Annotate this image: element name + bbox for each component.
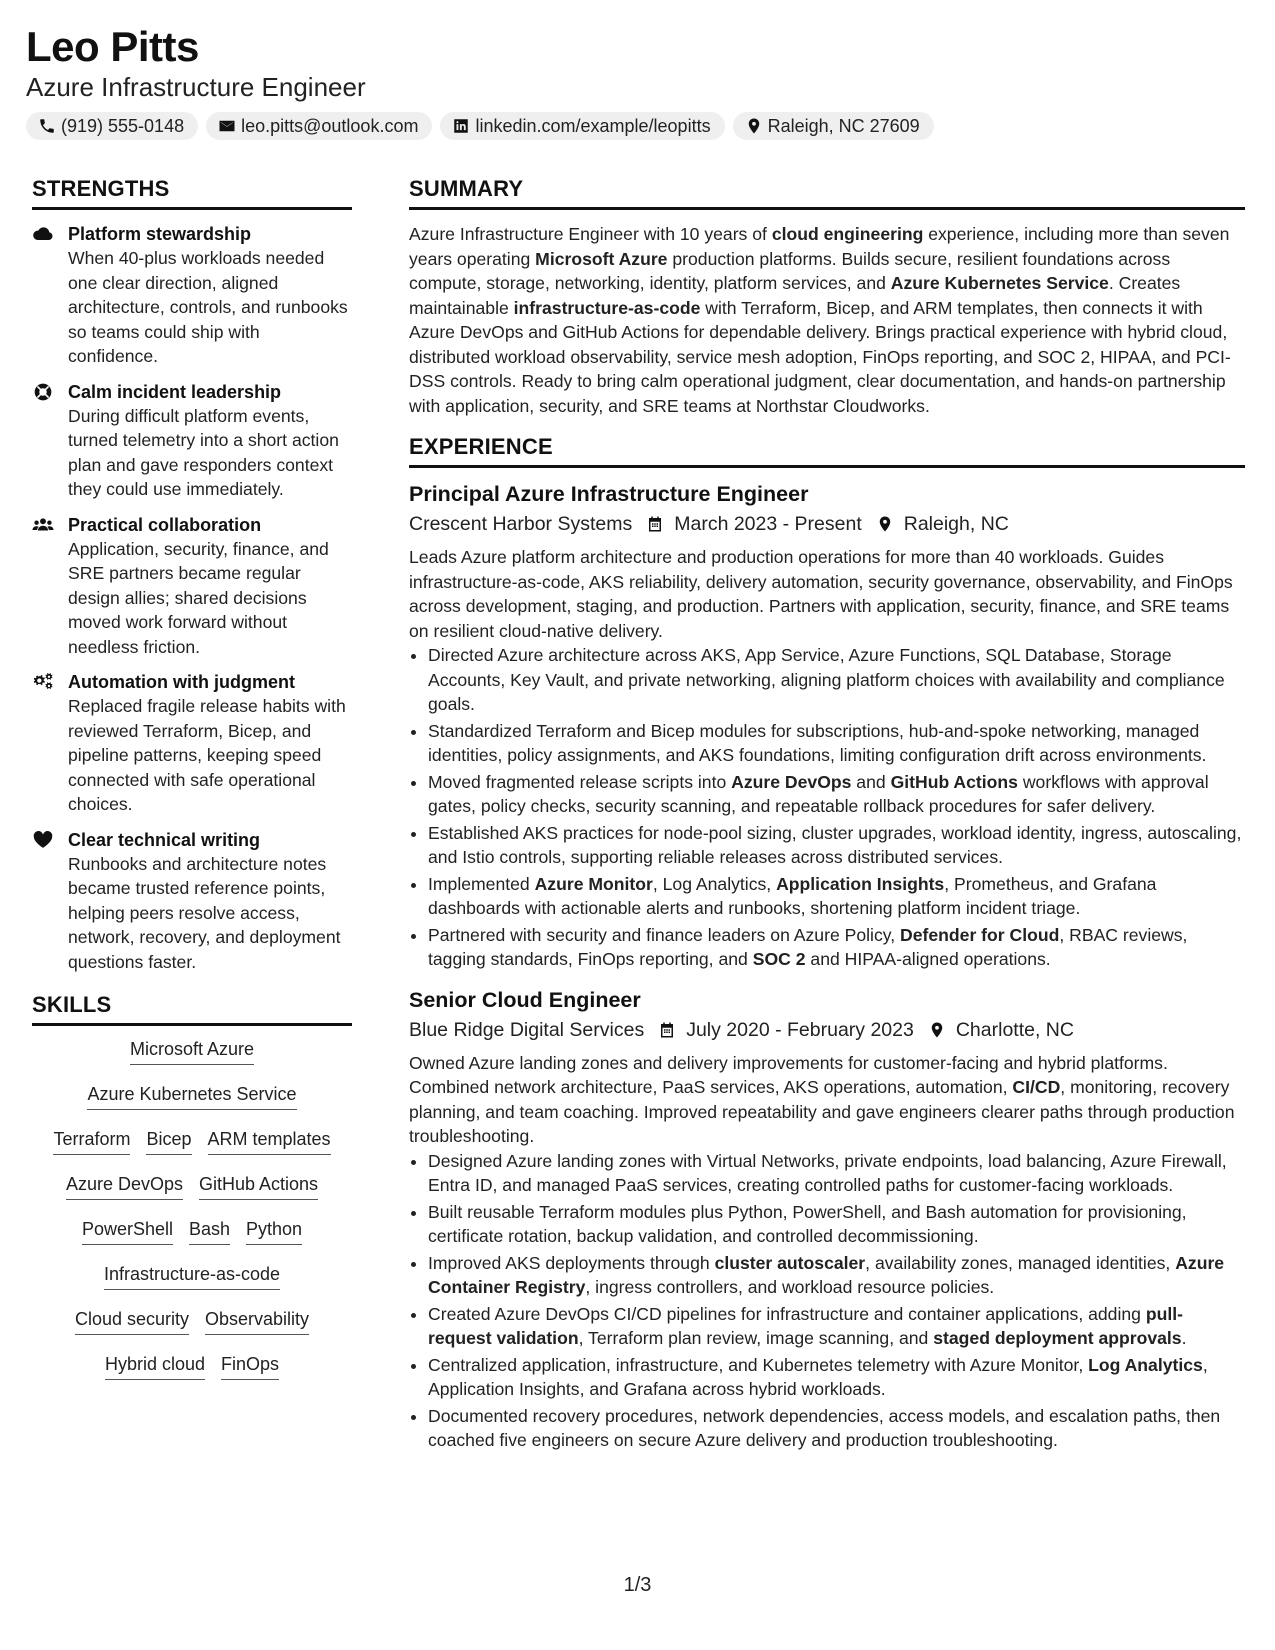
- skill-row: [32, 1038, 352, 1083]
- summary-heading: SUMMARY: [409, 176, 1245, 210]
- job-bullets: [409, 1149, 1245, 1453]
- bold-text: infrastructure-as-code: [513, 297, 701, 318]
- strength-text: When 40-plus workloads needed one clear direction, aligned architecture, controls, and runbooks so teams could ship with confidence.: [68, 248, 348, 366]
- strength-item: [32, 380, 352, 502]
- bullet-item: [428, 1200, 1245, 1249]
- text-run: Built reusable Terraform modules plus Python, PowerShell, and Bash automation for provisioning, certificate rotation, backup validation, and controlled decommissioning.: [428, 1201, 1187, 1246]
- bullet-item: [428, 1353, 1245, 1402]
- skill-row: [32, 1173, 352, 1218]
- text-run: Established AKS practices for node-pool sizing, cluster upgrades, workload identity, ingress, autoscaling, and Istio controls, supporting reliable releases across distributed services.: [428, 822, 1242, 867]
- strength-item: [32, 670, 352, 817]
- skill-row: [32, 1308, 352, 1353]
- job-title: Senior Cloud Engineer: [409, 987, 641, 1012]
- strength-title: Calm incident leadership: [68, 381, 282, 402]
- job-entry: [409, 986, 1245, 1453]
- map-pin-icon: [745, 117, 763, 135]
- text-run: Designed Azure landing zones with Virtual Networks, private endpoints, load balancing, Azure Firewall, Entra ID, and managed PaaS services, creating controlled paths for customer-facing workloads.: [428, 1150, 1227, 1195]
- text-run: experience, including more than seven years operating: [409, 224, 1230, 269]
- job-dates: March 2023 - Present: [674, 513, 862, 535]
- strength-title: Automation with judgment: [68, 672, 295, 692]
- calendar-icon: [658, 1020, 676, 1040]
- map-pin-icon: [876, 514, 894, 534]
- life-ring-icon: [32, 382, 54, 402]
- job-location: Raleigh, NC: [903, 513, 1009, 535]
- skill-tag: ARM templates: [208, 1128, 331, 1155]
- text-run: .: [1181, 1328, 1187, 1348]
- bold-text: Azure Container Registry: [428, 1252, 1225, 1297]
- bold-text: Azure Monitor: [534, 873, 653, 894]
- skills-heading: SKILLS: [32, 992, 352, 1026]
- skill-row: [32, 1263, 352, 1308]
- text-run: Partnered with security and finance leaders on Azure Policy,: [428, 924, 901, 945]
- skills-list: [32, 1038, 352, 1398]
- skill-tag: Python: [246, 1218, 302, 1245]
- text-run: , Terraform plan review, image scanning, and: [578, 1328, 934, 1348]
- text-run: , RBAC reviews, tagging standards, FinOps reporting, and: [428, 924, 1188, 969]
- job-dates: July 2020 - February 2023: [686, 1018, 914, 1041]
- skill-tag: PowerShell: [82, 1218, 173, 1245]
- text-run: . Creates maintainable: [409, 273, 1181, 318]
- skill-tag: Microsoft Azure: [130, 1038, 254, 1065]
- text-run: , availability zones, managed identities,: [865, 1252, 1176, 1273]
- contact-location: [733, 112, 934, 140]
- skill-tag: Bash: [189, 1218, 230, 1245]
- strength-item: [32, 828, 352, 975]
- bullet-item: [428, 1302, 1245, 1351]
- bold-text: SOC 2: [752, 949, 806, 969]
- text-run: , ingress controllers, and workload resource policies.: [585, 1277, 995, 1297]
- contact-phone[interactable]: [26, 112, 198, 140]
- skill-tag: Terraform: [53, 1128, 130, 1155]
- skill-tag: GitHub Actions: [199, 1173, 318, 1200]
- job-location: Charlotte, NC: [955, 1018, 1074, 1041]
- text-run: Improved AKS deployments through: [428, 1252, 715, 1273]
- text-run: Moved fragmented release scripts into: [428, 771, 732, 792]
- bullet-item: [428, 770, 1245, 819]
- contact-phone-text: (919) 555-0148: [61, 115, 185, 136]
- text-run: , Log Analytics,: [652, 873, 777, 894]
- skill-row: [32, 1218, 352, 1263]
- job-description: [409, 1051, 1245, 1149]
- job-meta: [409, 511, 1245, 537]
- contact-bar: [26, 112, 1246, 140]
- skill-tag: Azure DevOps: [66, 1173, 183, 1200]
- bold-text: Microsoft Azure: [535, 248, 668, 269]
- bold-text: pull-request validation: [428, 1303, 1183, 1348]
- text-run: Azure Infrastructure Engineer with 10 years of: [409, 224, 772, 244]
- text-run: workflows with approval gates, policy checks, security scanning, and repeatable rollback procedures for safer delivery.: [428, 771, 1209, 816]
- text-run: Standardized Terraform and Bicep modules for subscriptions, hub-and-spoke networking, managed identities, policy assignments, and AKS foundations, limiting configuration drift across environments.: [428, 720, 1207, 765]
- candidate-name: Leo Pitts: [26, 23, 199, 70]
- text-run: Implemented: [428, 873, 535, 894]
- skill-row: [32, 1083, 352, 1128]
- job-company: Crescent Harbor Systems: [409, 513, 633, 535]
- bold-text: CI/CD: [1012, 1077, 1061, 1097]
- text-run: with Terraform, Bicep, and ARM templates, then connects it with Azure DevOps and GitHub Actions for dependable delivery. Brings practical experience with hybrid cloud, distributed workload observability, service mesh adoption, FinOps reporting, and SOC 2, HIPAA, and PCI-DSS controls. Ready to bring calm operational judgment, clear documentation, and hands-on partnership with application, security, and SRE teams at Northstar Cloudworks.: [409, 297, 1231, 416]
- strength-title: Clear technical writing: [68, 829, 261, 850]
- text-run: Directed Azure architecture across AKS, App Service, Azure Functions, SQL Database, Storage Accounts, Key Vault, and private networking, aligning platform choices with availability and compliance goals.: [428, 645, 1225, 714]
- bullet-item: [428, 1149, 1245, 1198]
- heart-icon: [32, 830, 54, 850]
- contact-linkedin[interactable]: [440, 112, 724, 140]
- users-icon: [32, 515, 54, 535]
- skill-tag: Hybrid cloud: [105, 1353, 205, 1380]
- text-run: and HIPAA-aligned operations.: [805, 949, 1051, 969]
- experience-heading: EXPERIENCE: [409, 434, 1245, 468]
- envelope-icon: [218, 117, 236, 135]
- skill-tag: Cloud security: [75, 1308, 189, 1335]
- contact-location-text: Raleigh, NC 27609: [767, 115, 920, 136]
- strength-item: [32, 513, 352, 660]
- phone-icon: [38, 117, 56, 135]
- left-column: [32, 176, 352, 1398]
- bold-text: cluster autoscaler: [714, 1252, 866, 1273]
- strength-text: During difficult platform events, turned telemetry into a short action plan and gave responders context they could use immediately.: [68, 405, 339, 499]
- bullet-item: [428, 1251, 1245, 1300]
- bold-text: Azure DevOps: [731, 771, 852, 792]
- text-run: and: [851, 771, 891, 792]
- bold-text: cloud engineering: [771, 224, 924, 244]
- skill-tag: Observability: [205, 1308, 309, 1335]
- text-run: production platforms. Builds secure, resilient foundations across compute, storage, networking, identity, platform services, and: [409, 248, 1171, 293]
- contact-linkedin-text: linkedin.com/example/leopitts: [475, 115, 711, 136]
- bold-text: Log Analytics: [1088, 1354, 1203, 1375]
- job-meta: [409, 1017, 1245, 1043]
- strength-text: Application, security, finance, and SRE partners became regular design allies; shared decisions moved work forward without needless friction.: [68, 538, 329, 657]
- gears-icon: [32, 672, 54, 692]
- bold-text: Azure Kubernetes Service: [890, 273, 1109, 293]
- strength-title: Practical collaboration: [68, 514, 262, 535]
- candidate-title: Azure Infrastructure Engineer: [26, 72, 366, 102]
- strengths-heading: STRENGTHS: [32, 176, 352, 210]
- job-bullets: [409, 643, 1245, 972]
- job-company: Blue Ridge Digital Services: [409, 1018, 645, 1041]
- text-run: , Application Insights, and Grafana across hybrid workloads.: [428, 1354, 1208, 1399]
- text-run: Owned Azure landing zones and delivery improvements for customer-facing and hybrid platforms. Combined network architecture, PaaS services, AKS operations, automation,: [409, 1052, 1168, 1097]
- calendar-icon: [646, 514, 664, 534]
- bullet-item: [428, 821, 1245, 870]
- bold-text: staged deployment approvals: [933, 1328, 1182, 1348]
- text-run: Created Azure DevOps CI/CD pipelines for infrastructure and container applications, adding: [428, 1303, 1146, 1324]
- linkedin-icon: [452, 117, 470, 135]
- strength-item: [32, 222, 352, 369]
- bullet-item: [428, 643, 1245, 717]
- text-run: Centralized application, infrastructure, and Kubernetes telemetry with Azure Monitor,: [428, 1354, 1089, 1375]
- bold-text: GitHub Actions: [890, 771, 1018, 792]
- text-run: Documented recovery procedures, network dependencies, access models, and escalation paths, then coached five engineers on secure Azure delivery and production troubleshooting.: [428, 1405, 1221, 1450]
- strength-text: Replaced fragile release habits with reviewed Terraform, Bicep, and pipeline patterns, keeping speed connected with safe operational choices.: [68, 696, 346, 814]
- contact-email[interactable]: [206, 112, 432, 140]
- bold-text: Application Insights: [776, 873, 945, 894]
- bullet-item: [428, 719, 1245, 768]
- skill-row: [32, 1128, 352, 1173]
- skill-tag: Azure Kubernetes Service: [87, 1083, 296, 1110]
- bullet-item: [428, 923, 1245, 972]
- job-title: Principal Azure Infrastructure Engineer: [409, 482, 809, 506]
- skill-tag: FinOps: [221, 1353, 279, 1380]
- bold-text: Defender for Cloud: [900, 924, 1060, 945]
- resume-header: [26, 22, 1246, 140]
- job-entry: [409, 480, 1245, 972]
- skill-row: [32, 1353, 352, 1398]
- strength-title: Platform stewardship: [68, 224, 252, 244]
- job-description: Leads Azure platform architecture and production operations for more than 40 workloads. Guides infrastructure-as-code, AKS reliability, delivery automation, security governance, observability, and FinOps across development, staging, and production. Partners with application, security, finance, and SRE teams on resilient cloud-native delivery.: [409, 547, 1233, 641]
- skill-tag: Infrastructure-as-code: [104, 1263, 280, 1290]
- right-column: [409, 176, 1245, 1455]
- text-run: , monitoring, recovery planning, and team coaching. Improved repeatability and gave engineers clearer paths through production troubleshooting.: [409, 1077, 1235, 1146]
- skill-tag: Bicep: [146, 1128, 191, 1155]
- page-number: 1/3: [623, 1574, 652, 1596]
- cloud-icon: [32, 224, 54, 244]
- strength-text: Runbooks and architecture notes became trusted reference points, helping peers resolve access, network, recovery, and deployment questions faster.: [68, 853, 341, 972]
- contact-email-text: leo.pitts@outlook.com: [241, 115, 419, 136]
- summary-text: [409, 222, 1245, 418]
- text-run: , Prometheus, and Grafana dashboards with actionable alerts and runbooks, shortening platform incident triage.: [428, 873, 1157, 918]
- bullet-item: [428, 872, 1245, 921]
- map-pin-icon: [928, 1020, 946, 1040]
- bullet-item: [428, 1404, 1245, 1453]
